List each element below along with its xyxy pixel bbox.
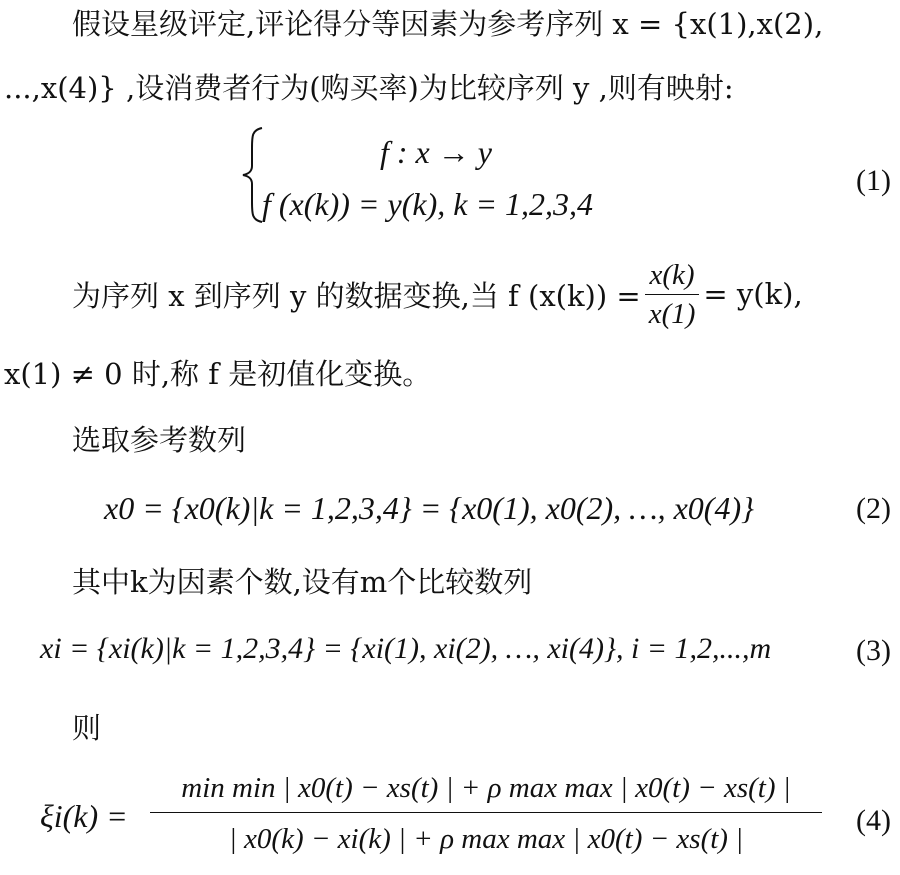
paragraph-5: 则 <box>72 711 102 745</box>
equation-1-row-2: f (x(k)) = y(k), k = 1,2,3,4 <box>262 186 594 222</box>
paragraph-2-line-1 <box>72 254 803 334</box>
equation-4-lhs: ξi(k) = <box>40 798 128 834</box>
equation-3-number: (3) <box>856 634 891 667</box>
equation-1-row-1: f : x → y <box>380 134 492 170</box>
equation-3: xi = {xi(k)|k = 1,2,3,4} = {xi(1), xi(2), …, xi(4)}, i = 1,2,...,m <box>40 632 772 665</box>
paragraph-4: 其中k为因素个数,设有m个比较数列 <box>72 565 533 599</box>
paragraph-1-line-1: 假设星级评定,评论得分等因素为参考序列 x = {x(1),x(2), <box>72 7 824 41</box>
paragraph-2-post: = y(k), <box>703 277 803 311</box>
equation-4-numerator: min min | x0(t) − xs(t) | + ρ max max | x0(t) − xs(t) | <box>150 766 822 813</box>
equation-2-number: (2) <box>856 492 891 525</box>
initial-value-fraction <box>645 258 700 331</box>
paragraph-2-pre: 为序列 x 到序列 y 的数据变换,当 f (x(k)) = <box>72 278 641 313</box>
equation-2: x0 = {x0(k)|k = 1,2,3,4} = {x0(1), x0(2), …, x0(4)} <box>104 490 754 526</box>
equation-4-denominator: | x0(k) − xi(k) | + ρ max max | x0(t) − xs(t) | <box>228 823 744 855</box>
equation-4-number: (4) <box>856 804 891 837</box>
equation-1-number: (1) <box>856 164 891 197</box>
fraction-numerator: x(k) <box>645 258 700 295</box>
paragraph-3: 选取参考数列 <box>72 423 247 457</box>
fraction-denominator: x(1) <box>648 297 696 330</box>
equation-4-fraction <box>150 766 822 861</box>
paragraph-1-line-2: ...,x(4)} ,设消费者行为(购买率)为比较序列 y ,则有映射: <box>4 71 734 105</box>
paragraph-2-line-2: x(1) ≠ 0 时,称 f 是初值化变换。 <box>4 357 432 391</box>
